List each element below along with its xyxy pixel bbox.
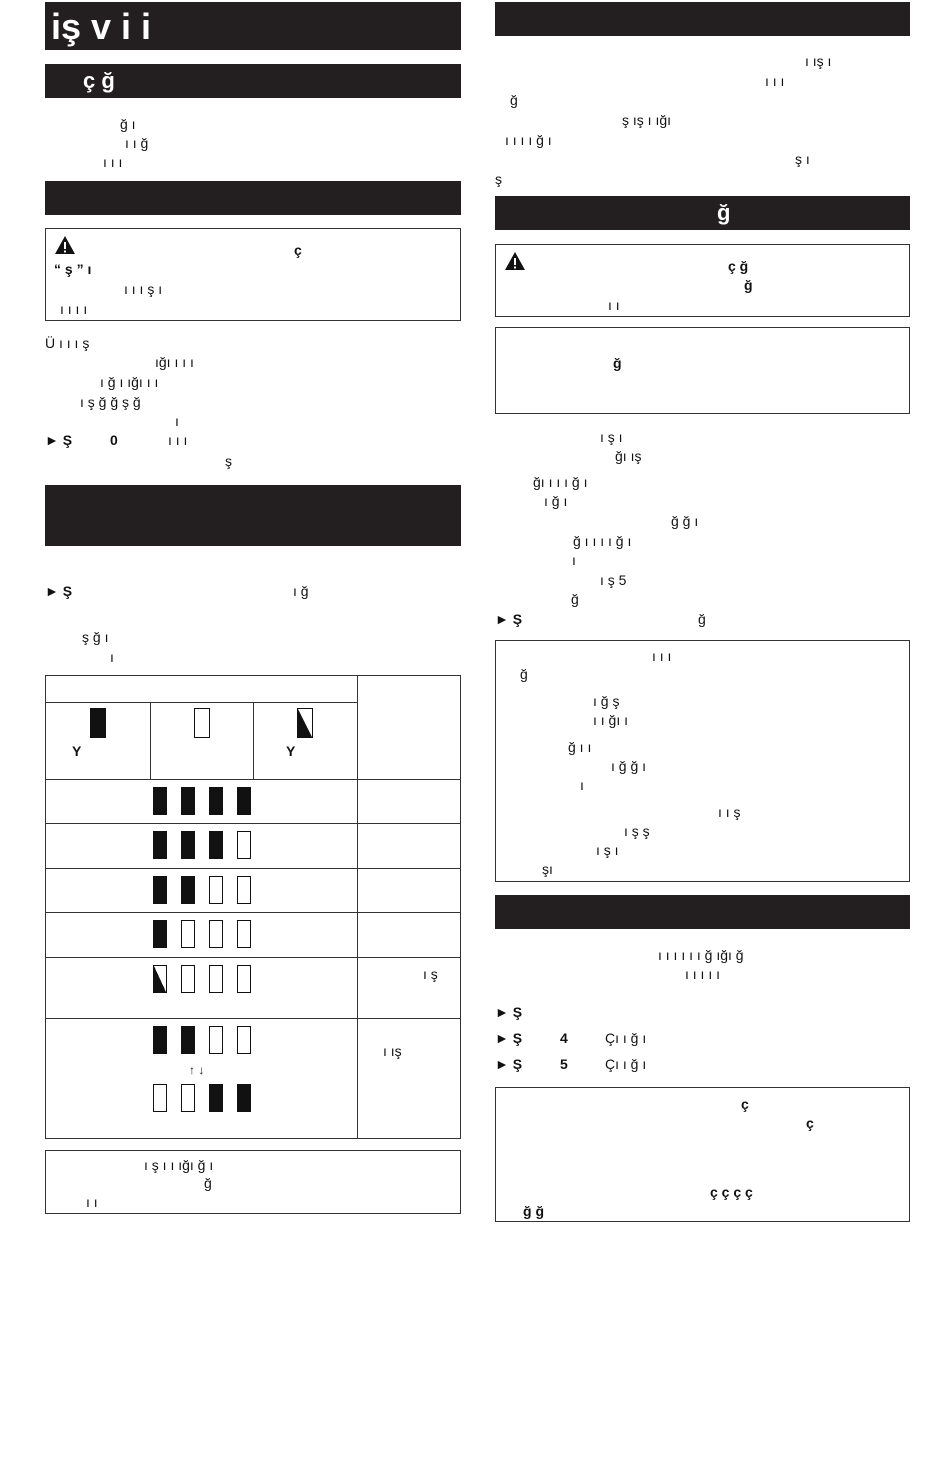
lamp xyxy=(237,1026,251,1054)
indicator-row-blink xyxy=(146,965,306,993)
row-blink-right-text: ı ş xyxy=(423,966,438,982)
note-right-line-9: ı ş ş xyxy=(624,823,650,839)
sec3-figure-number: 0 xyxy=(110,432,118,448)
sec1-line-2: ı ı ğ xyxy=(125,135,149,151)
note-right-line-8: ı ı ş xyxy=(718,804,741,820)
lamp xyxy=(181,920,195,948)
page-title-bar xyxy=(45,2,461,50)
note-right-line-3: ı ğ ş xyxy=(593,693,620,709)
sec5-line-3: ı xyxy=(110,649,114,665)
sec3-para-line-2: ığı ı ı ı xyxy=(155,354,194,370)
sec2-line-6: ş ı xyxy=(795,151,810,167)
sec3-figure-ref: ► Ş xyxy=(45,432,73,448)
box2-line-1: ç xyxy=(741,1096,749,1112)
lamp xyxy=(237,876,251,904)
sec6-ref-3-number: 5 xyxy=(560,1056,568,1072)
legend-blinking-label: Y xyxy=(286,743,296,759)
lamp xyxy=(153,876,167,904)
warning-2-line-2: ğ xyxy=(744,277,753,293)
sec3-para-line-5: ı xyxy=(175,413,179,429)
sec6-line-1: ı ı ı ı ı ı ğ ığı ğ xyxy=(658,947,744,963)
section-header-3 xyxy=(45,181,461,215)
sec6-ref-2-number: 4 xyxy=(560,1030,568,1046)
lamp xyxy=(153,831,167,859)
note-left-line-3: ı ı xyxy=(86,1194,98,1210)
sec6-line-2: ı ı ı ı ı xyxy=(685,966,721,982)
lamp xyxy=(181,1026,195,1054)
sec2-line-5: ı ı ı ı ğ ı xyxy=(505,132,552,148)
warning-box-1 xyxy=(45,228,461,321)
sec5-figure-ref: ► Ş xyxy=(45,583,73,599)
note-box-right xyxy=(495,640,910,882)
note-right-line-7: ı xyxy=(580,777,584,793)
section-header-1 xyxy=(45,64,461,98)
note-left-line-2: ğ xyxy=(204,1175,212,1191)
sec3-ref-line-2: ş xyxy=(225,453,232,469)
legend-lit-label: Y xyxy=(72,743,82,759)
sec2-line-4: ş ış ı ığı xyxy=(622,112,672,128)
section-header-6 xyxy=(495,895,910,929)
sec4-para-line-1: ı ş ı xyxy=(600,429,623,445)
sec2-line-7: ş xyxy=(495,171,502,187)
indicator-row-1 xyxy=(146,920,306,948)
sec6-ref-2-label: ► Ş xyxy=(495,1030,523,1046)
sec3-figure-suffix: ı ı ı xyxy=(168,432,188,448)
lamp xyxy=(181,787,195,815)
sec6-ref-1-label: ► Ş xyxy=(495,1004,523,1020)
sec4-para-line-3: ğı ı ı ı ğ ı xyxy=(533,474,588,490)
sec3-para-line-1: Ü ı ı ı ş xyxy=(45,335,90,351)
lamp xyxy=(209,920,223,948)
indicator-table xyxy=(45,675,461,1139)
note-box-left xyxy=(45,1150,461,1214)
note-right-line-10: ı ş ı xyxy=(596,842,619,858)
note-right-line-2: ğ xyxy=(520,666,528,682)
note-left-line-1: ı ş ı ı ığı ğ ı xyxy=(144,1157,214,1173)
warning-1-line-1: “ ş ” ı xyxy=(54,261,92,277)
info-box-right xyxy=(495,327,910,414)
section-header-4 xyxy=(495,196,910,230)
indicator-row-alt-b xyxy=(146,1084,306,1112)
warning-2-line-1: ç ğ xyxy=(728,258,749,274)
lamp xyxy=(209,1084,223,1112)
box2-line-3: ç ç ç ç xyxy=(710,1184,753,1200)
warning-triangle-icon xyxy=(504,251,526,271)
sec4-figure-suffix: ğ xyxy=(698,611,706,627)
sec6-ref-2-text: Çı ı ğ ı xyxy=(605,1030,647,1046)
indicator-row-alt-a xyxy=(146,1026,306,1054)
sec6-ref-3-label: ► Ş xyxy=(495,1056,523,1072)
lamp xyxy=(237,965,251,993)
note-right-line-4: ı ı ğı ı xyxy=(593,712,629,728)
lamp xyxy=(153,965,167,993)
lamp xyxy=(153,787,167,815)
sec4-para-line-2: ğı ış xyxy=(615,448,642,464)
lamp xyxy=(181,831,195,859)
sec4-para-line-7: ı xyxy=(572,552,576,568)
warning-1-header: ç xyxy=(294,242,302,258)
sec2-line-1: ı ış ı xyxy=(805,53,832,69)
indicator-row-4 xyxy=(146,787,306,815)
legend-off-lamp xyxy=(194,708,210,738)
warning-2-line-3: ı ı xyxy=(608,297,620,313)
legend-blinking-lamp xyxy=(297,708,313,738)
lamp xyxy=(237,831,251,859)
section-header-2 xyxy=(495,2,910,36)
indicator-row-2 xyxy=(146,876,306,904)
warning-box-2 xyxy=(495,244,910,317)
page-title: iş v i i xyxy=(51,6,152,47)
sec4-para-line-4: ı ğ ı xyxy=(544,493,568,509)
lamp xyxy=(153,1026,167,1054)
note-right-line-11: şı xyxy=(542,861,553,877)
lamp xyxy=(181,876,195,904)
indicator-row-3 xyxy=(146,831,306,859)
lamp xyxy=(237,1084,251,1112)
sec1-line-3: ı ı ı xyxy=(103,154,123,170)
lamp xyxy=(153,1084,167,1112)
warning-1-line-2: ı ı ı ş ı xyxy=(124,281,163,297)
box2-line-2: ç xyxy=(806,1115,814,1131)
section-4-title: ğ xyxy=(717,200,731,225)
sec5-line-2: ş ğ ı xyxy=(82,629,109,645)
sec6-ref-3-text: Çı ı ğ ı xyxy=(605,1056,647,1072)
note-right-line-6: ı ğ ğ ı xyxy=(611,758,647,774)
lamp xyxy=(237,920,251,948)
legend-lit-lamp xyxy=(90,708,106,738)
sec4-para-line-6: ğ ı ı ı ı ğ ı xyxy=(573,533,632,549)
warning-triangle-icon xyxy=(54,235,76,255)
sec4-para-line-8: ı ş 5 xyxy=(600,572,627,588)
note-right-line-5: ğ ı ı xyxy=(568,739,592,755)
sec4-para-line-9: ğ xyxy=(571,591,579,607)
sec1-line-1: ğ ı xyxy=(120,116,136,132)
lamp xyxy=(209,787,223,815)
section-1-title: ç ğ xyxy=(83,68,115,93)
alternating-arrows: ↑ ↓ xyxy=(189,1063,205,1077)
lamp xyxy=(237,787,251,815)
row-alt-right-text: ı ış xyxy=(383,1043,402,1059)
lamp xyxy=(153,920,167,948)
section-header-5 xyxy=(45,485,461,546)
sec3-para-line-3: ı ğ ı ığı ı ı xyxy=(100,374,159,390)
box2-line-4: ğ ğ xyxy=(523,1203,544,1219)
sec2-line-3: ğ xyxy=(510,92,518,108)
sec3-para-line-4: ı ş ğ ğ ş ğ xyxy=(80,394,141,410)
sec5-line-1: ı ğ xyxy=(293,583,309,599)
note-box-right-2 xyxy=(495,1087,910,1222)
sec4-para-line-5: ğ ğ ı xyxy=(671,513,699,529)
lamp xyxy=(181,1084,195,1112)
sec4-figure-ref: ► Ş xyxy=(495,611,523,627)
lamp xyxy=(209,965,223,993)
lamp xyxy=(181,965,195,993)
note-right-line-1: ı ı ı xyxy=(652,648,672,664)
lamp xyxy=(209,876,223,904)
lamp xyxy=(209,1026,223,1054)
warning-1-line-3: ı ı ı ı xyxy=(60,301,88,317)
info-box-text: ğ xyxy=(613,355,622,371)
lamp xyxy=(209,831,223,859)
sec2-line-2: ı ı ı xyxy=(765,73,785,89)
